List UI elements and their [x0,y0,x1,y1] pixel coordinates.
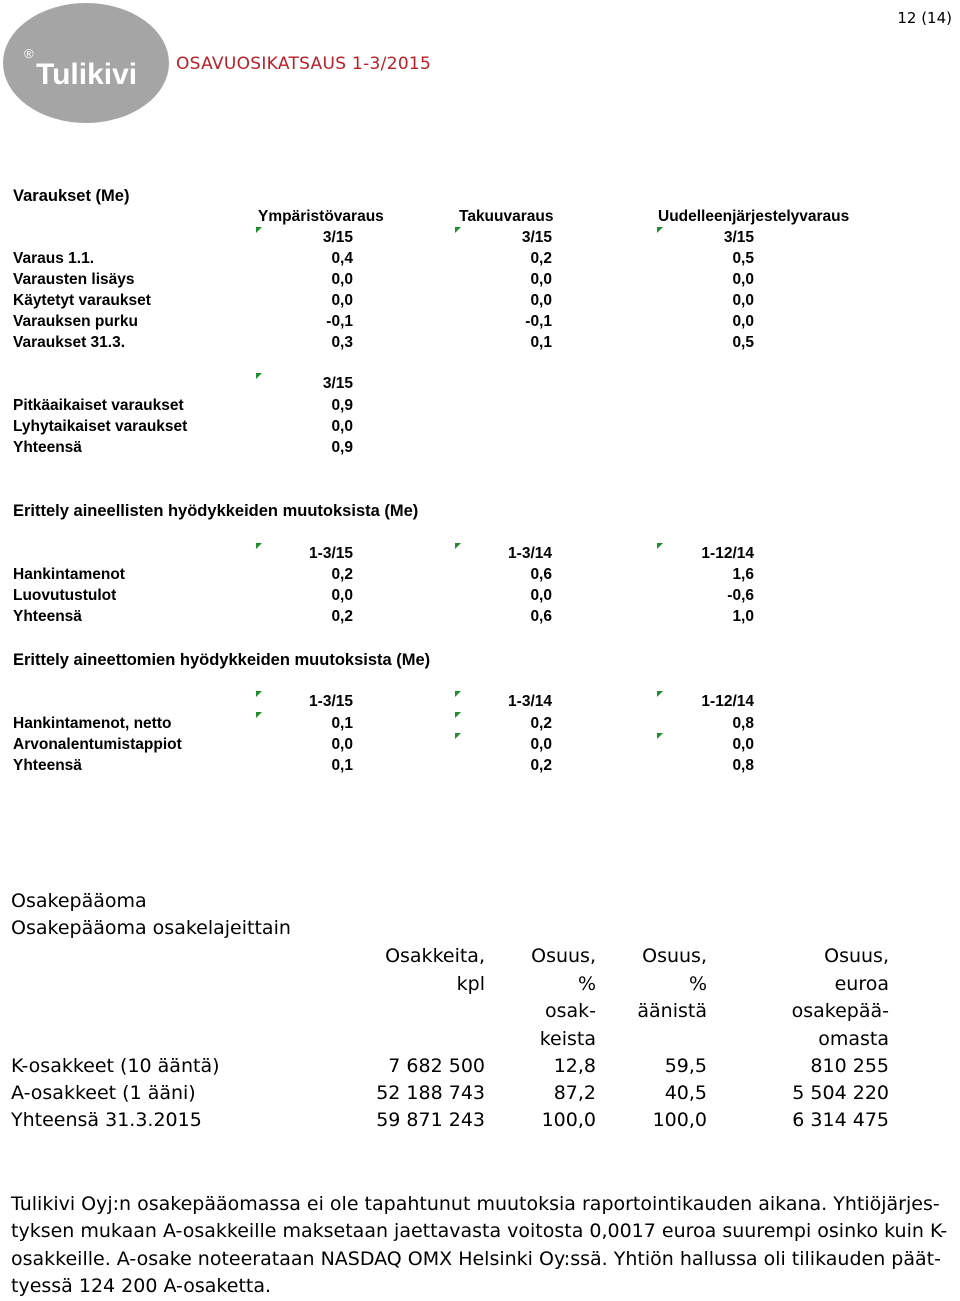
cell-marker-icon [455,733,461,739]
col-header-capital: omasta [818,1028,889,1050]
intangible-value: 0,1 [331,715,353,732]
share-row-value: 12,8 [553,1055,596,1077]
cell-marker-icon [256,712,262,718]
report-title: OSAVUOSIKATSAUS 1-3/2015 [176,54,432,74]
share-row-value: 100,0 [541,1109,596,1131]
intangible-title: Erittely aineettomien hyödykkeiden muutoksista (Me) [13,651,431,669]
tangible-period: 1-3/15 [309,545,353,562]
provisions-col-period-2: 3/15 [521,229,552,246]
split-value: 0,0 [331,418,353,435]
provisions-col-period-1: 3/15 [322,229,353,246]
intangible-value: 0,0 [732,736,754,753]
share-row-label: Yhteensä 31.3.2015 [11,1109,202,1131]
tangible-value: 0,6 [530,566,552,583]
cell-marker-icon [256,543,262,549]
col-header-shares: kpl [456,973,485,995]
col-header-share-pct: % [577,973,596,995]
share-row-value: 59 871 243 [376,1109,485,1131]
intangible-value: 0,8 [732,715,754,732]
cell-marker-icon [256,373,262,379]
provisions-value: -0,1 [326,313,353,330]
share-row-value: 59,5 [664,1055,707,1077]
tangible-value: 1,6 [732,566,754,583]
provisions-col-name-1: Ympäristövaraus [258,208,384,225]
provisions-col-name-3: Uudelleenjärjestelyvaraus [658,208,850,225]
col-header-vote-pct: % [688,973,707,995]
provisions-value: 0,0 [331,271,353,288]
provisions-value: 0,0 [732,271,754,288]
share-capital-section [0,880,960,1140]
provisions-value: 0,0 [530,292,552,309]
share-row-value: 7 682 500 [388,1055,485,1077]
provisions-value: 0,0 [732,313,754,330]
share-row-value: 5 504 220 [792,1082,889,1104]
cell-marker-icon [455,712,461,718]
col-header-share-pct: osak- [544,1000,596,1022]
intangible-period: 1-3/15 [309,693,353,710]
cell-marker-icon [256,227,262,233]
intangible-value: 0,2 [530,757,552,774]
cell-marker-icon [256,691,262,697]
provisions-value: 0,2 [530,250,552,267]
provisions-col-period-3: 3/15 [723,229,754,246]
provisions-value: 0,0 [331,292,353,309]
col-header-capital: euroa [834,973,889,995]
tangible-row-label: Hankintamenot [13,566,125,583]
provisions-title: Varaukset (Me) [13,187,130,205]
share-row-value: 6 314 475 [792,1109,889,1131]
cell-marker-icon [455,691,461,697]
intangible-value: 0,0 [331,736,353,753]
split-value: 0,9 [331,439,353,456]
intangible-period: 1-12/14 [701,693,754,710]
provisions-value: 0,4 [331,250,353,267]
col-header-vote-pct: äänistä [637,1000,707,1022]
tangible-value: 0,0 [331,587,353,604]
tangible-period: 1-12/14 [701,545,754,562]
tangible-value: 0,2 [331,608,353,625]
intangible-row-label: Hankintamenot, netto [13,715,172,732]
col-header-capital: Osuus, [824,945,889,967]
split-value: 0,9 [331,397,353,414]
provisions-value: 0,1 [530,334,552,351]
share-row-value: 810 255 [810,1055,889,1077]
split-row-label: Lyhytaikaiset varaukset [13,418,188,435]
provisions-row-label: Varaukset 31.3. [13,334,126,351]
provisions-value: -0,1 [525,313,552,330]
cell-marker-icon [657,227,663,233]
intangible-value: 0,0 [530,736,552,753]
col-header-shares: Osakkeita, [385,945,485,967]
split-period: 3/15 [322,375,353,392]
provisions-value: 0,5 [732,334,754,351]
intangible-value: 0,1 [331,757,353,774]
tangible-value: 1,0 [732,608,754,625]
provisions-row-label: Varaus 1.1. [13,250,95,267]
split-row-label: Pitkäaikaiset varaukset [13,397,184,414]
tangible-row-label: Yhteensä [13,608,82,625]
logo-text: Tulikivi [36,58,138,91]
provisions-row-label: Varauksen purku [13,313,138,330]
provisions-col-name-2: Takuuvaraus [459,208,554,225]
cell-marker-icon [657,733,663,739]
provisions-value: 0,3 [331,334,353,351]
share-row-label: A-osakkeet (1 ääni) [11,1082,196,1104]
intangible-row-label: Arvonalentumistappiot [13,736,182,753]
col-header-share-pct: Osuus, [531,945,596,967]
tangible-row-label: Luovutustulot [13,587,117,604]
share-row-value: 40,5 [664,1082,707,1104]
page-number: 12 (14) [897,9,952,27]
split-row-label: Yhteensä [13,439,82,456]
col-header-vote-pct: Osuus, [642,945,707,967]
cell-marker-icon [657,543,663,549]
share-capital-subheading: Osakepääoma osakelajeittain [11,917,291,939]
tangible-value: 0,6 [530,608,552,625]
cell-marker-icon [657,691,663,697]
share-row-value: 52 188 743 [376,1082,485,1104]
share-capital-heading: Osakepääoma [11,890,147,912]
provisions-row-label: Varausten lisäys [13,271,135,288]
col-header-share-pct: keista [539,1028,596,1050]
provisions-value: 0,0 [732,292,754,309]
share-capital-paragraph: Tulikivi Oyj:n osakepääomassa ei ole tapahtunut muutoksia raportointikauden aikana. Yhtiöjärjes- tyksen mukaan A-osakkeille maksetaan jaettavasta voitosta 0,0017 euroa suurempi osinko kuin K- osakkeille. A-osake noteerataan NASDAQ OMX Helsinki Oy:ssä. Yhtiön hallussa oli tilikauden päät- tyessä 124 200 A-osaketta. [11,1193,948,1298]
share-row-value: 87,2 [553,1082,596,1104]
intangible-period: 1-3/14 [508,693,552,710]
intangible-value: 0,2 [530,715,552,732]
intangible-row-label: Yhteensä [13,757,82,774]
tangible-value: 0,2 [331,566,353,583]
tangible-period: 1-3/14 [508,545,552,562]
intangible-value: 0,8 [732,757,754,774]
tangible-value: -0,6 [727,587,754,604]
cell-marker-icon [455,543,461,549]
provisions-row-label: Käytetyt varaukset [13,292,151,309]
registered-mark: ® [24,46,34,61]
tangible-title: Erittely aineellisten hyödykkeiden muutoksista (Me) [13,502,419,520]
share-row-value: 100,0 [652,1109,707,1131]
share-row-label: K-osakkeet (10 ääntä) [11,1055,220,1077]
tangible-value: 0,0 [530,587,552,604]
provisions-value: 0,0 [530,271,552,288]
provisions-value: 0,5 [732,250,754,267]
cell-marker-icon [455,227,461,233]
col-header-capital: osakepää- [791,1000,889,1022]
